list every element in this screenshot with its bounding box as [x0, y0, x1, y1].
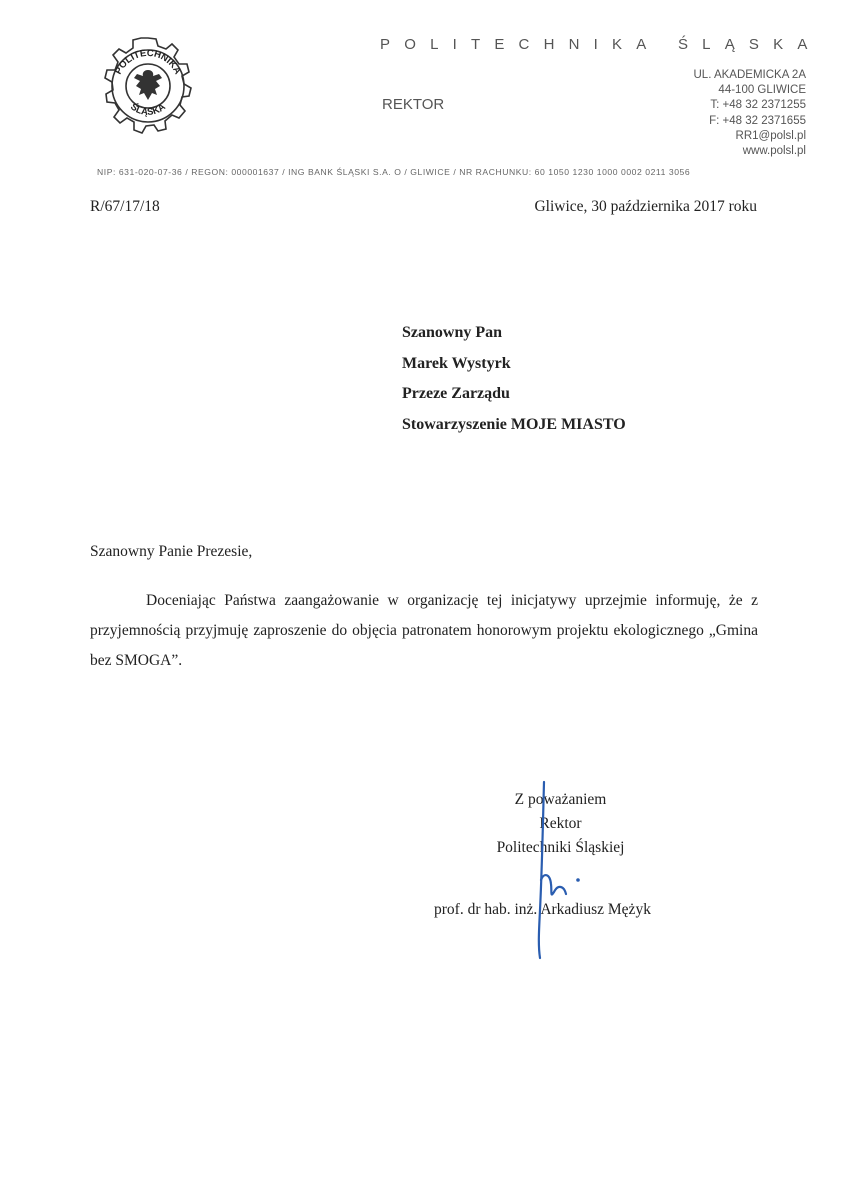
closing-institution: Politechniki Śląskiej	[496, 839, 625, 856]
address-fax: F: +48 32 2371655	[709, 114, 806, 127]
svg-text:ŚLĄSKA: ŚLĄSKA	[128, 101, 168, 119]
letter-body: Doceniając Państwa zaangażowanie w organizację tej inicjatywy uprzejmie informuję, że z przyjemnością przyjmuję zaproszenie do objęcia patronatem honorowym projektu ekologicznego „Gmina bez SMOGA”.	[90, 592, 758, 669]
registry-info-line: NIP: 631-020-07-36 / REGON: 000001637 / ING BANK ŚLĄSKI S.A. O / GLIWICE / NR RACHUNKU: 60 1050 1230 1000 0002 0211 3056	[97, 167, 691, 177]
recipient-name: Marek Wystyrk	[402, 354, 511, 372]
recipient-block	[402, 318, 626, 440]
address-street: UL. AKADEMICKA 2A	[693, 69, 806, 81]
svg-text:POLITECHNIKA: POLITECHNIKA	[112, 47, 184, 77]
recipient-greeting: Szanowny Pan	[402, 324, 503, 341]
signer-name: prof. dr hab. inż. Arkadiusz Mężyk	[434, 901, 651, 918]
reference-number: R/67/17/18	[90, 198, 160, 215]
closing-regards: Z poważaniem	[514, 791, 607, 808]
salutation: Szanowny Panie Prezesie,	[90, 543, 253, 560]
letter-date: Gliwice, 30 października 2017 roku	[534, 198, 757, 215]
office-title: REKTOR	[382, 96, 445, 113]
address-website: www.polsl.pl	[742, 145, 806, 158]
university-seal-logo	[96, 34, 200, 138]
recipient-title: Przeze Zarządu	[402, 385, 510, 402]
address-block	[694, 68, 807, 159]
address-email: RR1@polsl.pl	[735, 129, 806, 142]
closing-position: Rektor	[539, 815, 582, 832]
handwritten-signature	[520, 780, 590, 960]
institution-name: POLITECHNIKA ŚLĄSKA	[380, 36, 822, 53]
recipient-organization: Stowarzyszenie MOJE MIASTO	[402, 415, 626, 433]
address-phone: T: +48 32 2371255	[710, 99, 806, 112]
address-city: 44-100 GLIWICE	[718, 84, 806, 97]
